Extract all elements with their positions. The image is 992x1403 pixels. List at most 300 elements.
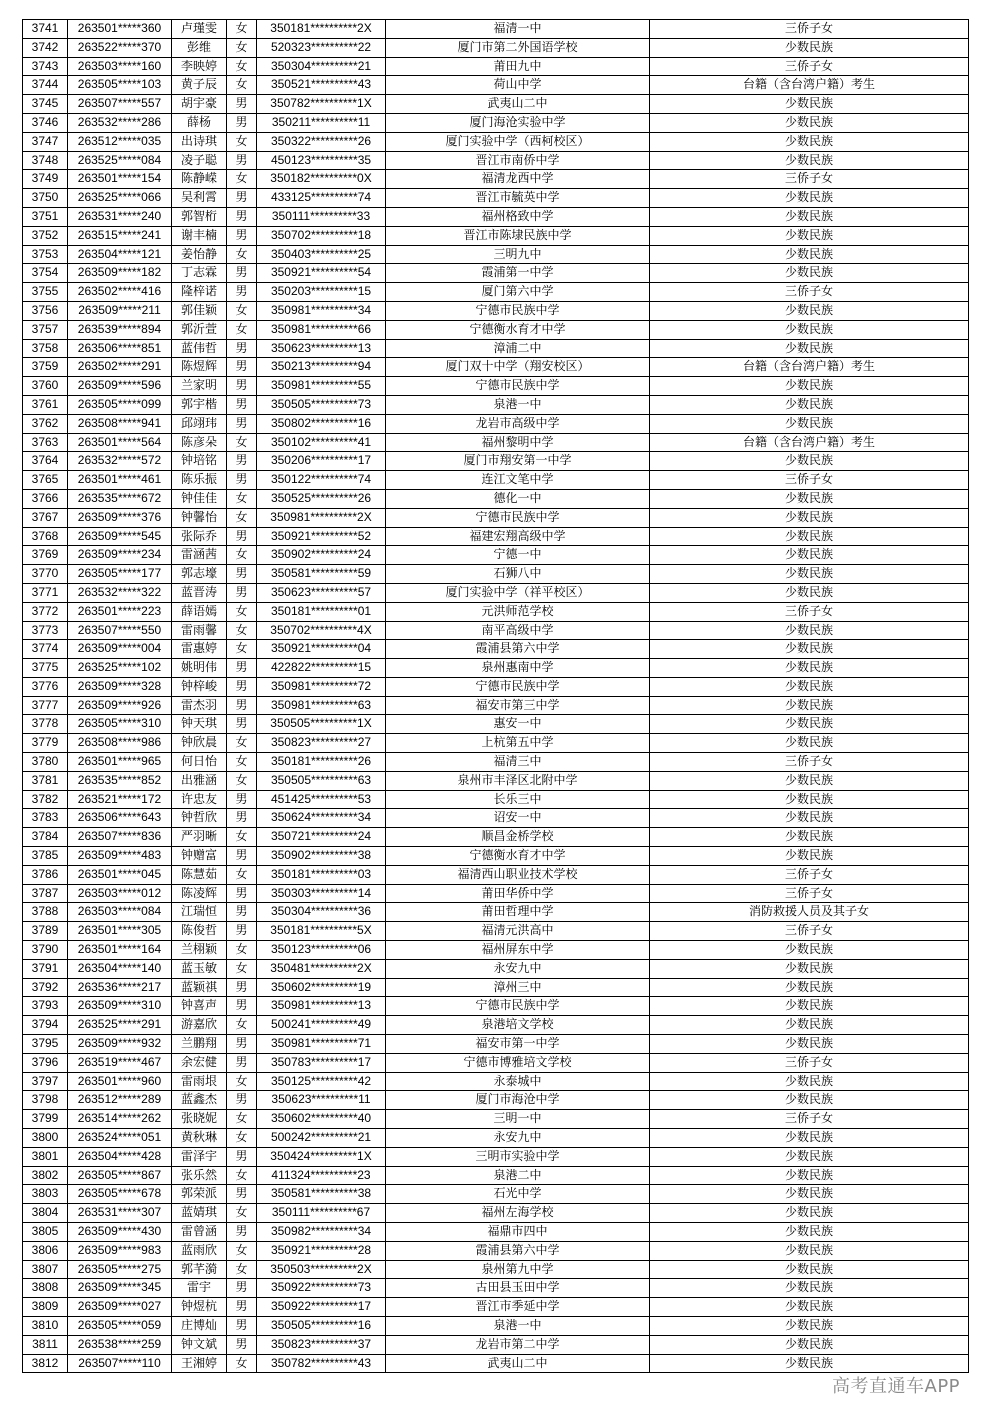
- category: 少数民族: [650, 696, 969, 715]
- student-name: 张乐然: [172, 1166, 227, 1185]
- id-number: 450123**********35: [257, 151, 386, 170]
- student-name: 余宏健: [172, 1053, 227, 1072]
- gender: 女: [227, 546, 257, 565]
- gender: 女: [227, 1166, 257, 1185]
- category: 少数民族: [650, 1279, 969, 1298]
- student-name: 钟佳佳: [172, 489, 227, 508]
- student-name: 钟梓峻: [172, 677, 227, 696]
- gender: 男: [227, 1335, 257, 1354]
- table-row: [23, 20, 969, 39]
- exam-number: 263536*****217: [68, 978, 172, 997]
- row-seq: 3790: [23, 941, 68, 960]
- table-row: [23, 1053, 969, 1072]
- id-number: 350623**********57: [257, 583, 386, 602]
- student-name: 凌子聪: [172, 151, 227, 170]
- row-seq: 3749: [23, 170, 68, 189]
- row-seq: 3806: [23, 1241, 68, 1260]
- exam-number: 263538*****259: [68, 1335, 172, 1354]
- gender: 男: [227, 395, 257, 414]
- table-row: [23, 358, 969, 377]
- category: 少数民族: [650, 38, 969, 57]
- gender: 男: [227, 527, 257, 546]
- category: 少数民族: [650, 1298, 969, 1317]
- exam-number: 263509*****932: [68, 1035, 172, 1054]
- table-row: [23, 546, 969, 565]
- school-name: 宁德市民族中学: [386, 508, 650, 527]
- student-name: 钟文斌: [172, 1335, 227, 1354]
- gender: 男: [227, 414, 257, 433]
- student-name: 姚明伟: [172, 659, 227, 678]
- student-name: 谢丰楠: [172, 226, 227, 245]
- row-seq: 3772: [23, 602, 68, 621]
- row-seq: 3753: [23, 245, 68, 264]
- school-name: 福鼎市四中: [386, 1223, 650, 1242]
- gender: 男: [227, 1091, 257, 1110]
- table-row: [23, 264, 969, 283]
- id-number: 350782**********43: [257, 1354, 386, 1373]
- school-name: 三明市实验中学: [386, 1147, 650, 1166]
- gender: 男: [227, 565, 257, 584]
- exam-number: 263519*****467: [68, 1053, 172, 1072]
- category: 少数民族: [650, 95, 969, 114]
- gender: 女: [227, 1110, 257, 1129]
- category: 少数民族: [650, 941, 969, 960]
- exam-number: 263501*****154: [68, 170, 172, 189]
- id-number: 350902**********24: [257, 546, 386, 565]
- id-number: 350623**********11: [257, 1091, 386, 1110]
- id-number: 350181**********03: [257, 865, 386, 884]
- category: 少数民族: [650, 828, 969, 847]
- row-seq: 3794: [23, 1016, 68, 1035]
- category: 少数民族: [650, 659, 969, 678]
- row-seq: 3776: [23, 677, 68, 696]
- exam-number: 263524*****051: [68, 1129, 172, 1148]
- student-name: 王湘婷: [172, 1354, 227, 1373]
- student-name: 邱翊玮: [172, 414, 227, 433]
- id-number: 500242**********21: [257, 1129, 386, 1148]
- exam-number: 263532*****322: [68, 583, 172, 602]
- table-row: [23, 602, 969, 621]
- row-seq: 3779: [23, 734, 68, 753]
- gender: 女: [227, 245, 257, 264]
- id-number: 350181**********26: [257, 753, 386, 772]
- row-seq: 3782: [23, 790, 68, 809]
- school-name: 宁德衡水育才中学: [386, 847, 650, 866]
- row-seq: 3781: [23, 771, 68, 790]
- gender: 女: [227, 433, 257, 452]
- row-seq: 3752: [23, 226, 68, 245]
- school-name: 厦门第六中学: [386, 283, 650, 302]
- category: 少数民族: [650, 395, 969, 414]
- student-name: 出雅涵: [172, 771, 227, 790]
- student-name: 张际乔: [172, 527, 227, 546]
- student-name: 吴利霄: [172, 189, 227, 208]
- id-number: 350181**********2X: [257, 20, 386, 39]
- student-name: 游嘉欣: [172, 1016, 227, 1035]
- id-number: 350122**********74: [257, 471, 386, 490]
- id-number: 350503**********2X: [257, 1260, 386, 1279]
- row-seq: 3789: [23, 922, 68, 941]
- school-name: 泉港一中: [386, 395, 650, 414]
- exam-number: 263502*****291: [68, 358, 172, 377]
- school-name: 福州格致中学: [386, 207, 650, 226]
- gender: 男: [227, 884, 257, 903]
- row-seq: 3766: [23, 489, 68, 508]
- school-name: 福州黎明中学: [386, 433, 650, 452]
- category: 少数民族: [650, 790, 969, 809]
- exam-number: 263525*****102: [68, 659, 172, 678]
- exam-number: 263531*****240: [68, 207, 172, 226]
- student-name: 何日怡: [172, 753, 227, 772]
- table-row: [23, 132, 969, 151]
- student-name: 郭芊漪: [172, 1260, 227, 1279]
- row-seq: 3785: [23, 847, 68, 866]
- category: 少数民族: [650, 320, 969, 339]
- student-name: 钟欣晨: [172, 734, 227, 753]
- gender: 男: [227, 583, 257, 602]
- gender: 女: [227, 1354, 257, 1373]
- row-seq: 3792: [23, 978, 68, 997]
- category: 少数民族: [650, 508, 969, 527]
- category: 少数民族: [650, 1147, 969, 1166]
- id-number: 350505**********1X: [257, 715, 386, 734]
- table-row: [23, 753, 969, 772]
- table-row: [23, 640, 969, 659]
- table-row: [23, 847, 969, 866]
- gender: 女: [227, 301, 257, 320]
- exam-number: 263531*****307: [68, 1204, 172, 1223]
- table-row: [23, 38, 969, 57]
- school-name: 厦门市翔安第一中学: [386, 452, 650, 471]
- row-seq: 3798: [23, 1091, 68, 1110]
- gender: 女: [227, 132, 257, 151]
- id-number: 350823**********37: [257, 1335, 386, 1354]
- table-row: [23, 320, 969, 339]
- id-number: 350981**********63: [257, 696, 386, 715]
- category: 少数民族: [650, 1185, 969, 1204]
- category: 少数民族: [650, 565, 969, 584]
- school-name: 福清元洪高中: [386, 922, 650, 941]
- id-number: 350181**********5X: [257, 922, 386, 941]
- gender: 男: [227, 283, 257, 302]
- table-row: [23, 884, 969, 903]
- school-name: 元洪师范学校: [386, 602, 650, 621]
- gender: 女: [227, 959, 257, 978]
- id-number: 350181**********01: [257, 602, 386, 621]
- gender: 男: [227, 997, 257, 1016]
- exam-number: 263509*****983: [68, 1241, 172, 1260]
- school-name: 上杭第五中学: [386, 734, 650, 753]
- row-seq: 3757: [23, 320, 68, 339]
- category: 少数民族: [650, 226, 969, 245]
- row-seq: 3778: [23, 715, 68, 734]
- row-seq: 3811: [23, 1335, 68, 1354]
- category: 少数民族: [650, 489, 969, 508]
- gender: 男: [227, 978, 257, 997]
- category: 三侨子女: [650, 20, 969, 39]
- table-row: [23, 1354, 969, 1373]
- exam-number: 263509*****182: [68, 264, 172, 283]
- gender: 女: [227, 1204, 257, 1223]
- category: 三侨子女: [650, 283, 969, 302]
- school-name: 莆田哲理中学: [386, 903, 650, 922]
- id-number: 350802**********16: [257, 414, 386, 433]
- category: 少数民族: [650, 978, 969, 997]
- table-row: [23, 734, 969, 753]
- exam-number: 263509*****545: [68, 527, 172, 546]
- exam-number: 263535*****852: [68, 771, 172, 790]
- id-number: 350213**********94: [257, 358, 386, 377]
- id-number: 350823**********27: [257, 734, 386, 753]
- table-row: [23, 151, 969, 170]
- table-row: [23, 113, 969, 132]
- row-seq: 3770: [23, 565, 68, 584]
- id-number: 350721**********24: [257, 828, 386, 847]
- school-name: 莆田九中: [386, 57, 650, 76]
- exam-number: 263501*****305: [68, 922, 172, 941]
- id-number: 350182**********0X: [257, 170, 386, 189]
- category: 少数民族: [650, 1091, 969, 1110]
- gender: 女: [227, 489, 257, 508]
- student-name: 钟馨怡: [172, 508, 227, 527]
- exam-number: 263508*****941: [68, 414, 172, 433]
- gender: 男: [227, 696, 257, 715]
- gender: 女: [227, 941, 257, 960]
- table-row: [23, 959, 969, 978]
- student-name: 雷杰羽: [172, 696, 227, 715]
- gender: 女: [227, 640, 257, 659]
- table-row: [23, 903, 969, 922]
- table-row: [23, 1204, 969, 1223]
- table-row: [23, 715, 969, 734]
- school-name: 永泰城中: [386, 1072, 650, 1091]
- table-row: [23, 865, 969, 884]
- school-name: 宁德市民族中学: [386, 677, 650, 696]
- table-row: [23, 1110, 969, 1129]
- student-name: 郭志壕: [172, 565, 227, 584]
- row-seq: 3761: [23, 395, 68, 414]
- row-seq: 3758: [23, 339, 68, 358]
- id-number: 350304**********36: [257, 903, 386, 922]
- student-name: 郭沂萱: [172, 320, 227, 339]
- category: 少数民族: [650, 301, 969, 320]
- row-seq: 3777: [23, 696, 68, 715]
- row-seq: 3796: [23, 1053, 68, 1072]
- id-number: 350602**********19: [257, 978, 386, 997]
- gender: 男: [227, 113, 257, 132]
- gender: 男: [227, 452, 257, 471]
- table-row: [23, 395, 969, 414]
- school-name: 宁德一中: [386, 546, 650, 565]
- id-number: 350111**********67: [257, 1204, 386, 1223]
- student-name: 雷曾涵: [172, 1223, 227, 1242]
- school-name: 福清一中: [386, 20, 650, 39]
- category: 消防救援人员及其子女: [650, 903, 969, 922]
- gender: 男: [227, 1279, 257, 1298]
- student-name: 雷惠婷: [172, 640, 227, 659]
- table-row: [23, 621, 969, 640]
- exam-number: 263505*****099: [68, 395, 172, 414]
- category: 少数民族: [650, 1354, 969, 1373]
- gender: 男: [227, 1223, 257, 1242]
- table-row: [23, 189, 969, 208]
- document-page: [22, 19, 968, 1397]
- school-name: 福安市第三中学: [386, 696, 650, 715]
- table-row: [23, 339, 969, 358]
- category: 少数民族: [650, 1129, 969, 1148]
- row-seq: 3786: [23, 865, 68, 884]
- gender: 男: [227, 264, 257, 283]
- category: 少数民族: [650, 621, 969, 640]
- row-seq: 3755: [23, 283, 68, 302]
- id-number: 433125**********74: [257, 189, 386, 208]
- gender: 男: [227, 151, 257, 170]
- school-name: 宁德衡水育才中学: [386, 320, 650, 339]
- exam-number: 263509*****027: [68, 1298, 172, 1317]
- category: 台籍（含台湾户籍）考生: [650, 76, 969, 95]
- row-seq: 3767: [23, 508, 68, 527]
- school-name: 厦门海沧实验中学: [386, 113, 650, 132]
- id-number: 350981**********66: [257, 320, 386, 339]
- exam-number: 263501*****564: [68, 433, 172, 452]
- category: 少数民族: [650, 339, 969, 358]
- table-row: [23, 283, 969, 302]
- row-seq: 3795: [23, 1035, 68, 1054]
- id-number: 350702**********4X: [257, 621, 386, 640]
- student-name: 蓝颖祺: [172, 978, 227, 997]
- gender: 男: [227, 1035, 257, 1054]
- student-name: 江瑞恒: [172, 903, 227, 922]
- row-seq: 3751: [23, 207, 68, 226]
- exam-number: 263509*****926: [68, 696, 172, 715]
- id-number: 350304**********21: [257, 57, 386, 76]
- table-row: [23, 659, 969, 678]
- exam-number: 263512*****289: [68, 1091, 172, 1110]
- gender: 男: [227, 1147, 257, 1166]
- category: 少数民族: [650, 715, 969, 734]
- table-row: [23, 1147, 969, 1166]
- school-name: 宁德市博雅培文学校: [386, 1053, 650, 1072]
- category: 三侨子女: [650, 602, 969, 621]
- school-name: 长乐三中: [386, 790, 650, 809]
- row-seq: 3807: [23, 1260, 68, 1279]
- school-name: 晋江市陈埭民族中学: [386, 226, 650, 245]
- id-number: 350481**********2X: [257, 959, 386, 978]
- category: 少数民族: [650, 264, 969, 283]
- gender: 男: [227, 189, 257, 208]
- exam-number: 263509*****328: [68, 677, 172, 696]
- gender: 女: [227, 508, 257, 527]
- table-row: [23, 583, 969, 602]
- table-row: [23, 527, 969, 546]
- exam-number: 263509*****310: [68, 997, 172, 1016]
- student-name: 钟培铭: [172, 452, 227, 471]
- gender: 男: [227, 1185, 257, 1204]
- gender: 女: [227, 1241, 257, 1260]
- category: 少数民族: [650, 1016, 969, 1035]
- gender: 男: [227, 659, 257, 678]
- student-name: 黄子辰: [172, 76, 227, 95]
- roster-table: [22, 19, 969, 1373]
- row-seq: 3809: [23, 1298, 68, 1317]
- table-row: [23, 245, 969, 264]
- category: 少数民族: [650, 1166, 969, 1185]
- student-name: 钟赠富: [172, 847, 227, 866]
- row-seq: 3760: [23, 377, 68, 396]
- gender: 男: [227, 809, 257, 828]
- school-name: 泉州第九中学: [386, 1260, 650, 1279]
- id-number: 350921**********28: [257, 1241, 386, 1260]
- row-seq: 3763: [23, 433, 68, 452]
- school-name: 宁德市民族中学: [386, 377, 650, 396]
- student-name: 胡宇豪: [172, 95, 227, 114]
- student-name: 钟哲欣: [172, 809, 227, 828]
- exam-number: 263503*****084: [68, 903, 172, 922]
- student-name: 蓝晋涛: [172, 583, 227, 602]
- exam-number: 263539*****894: [68, 320, 172, 339]
- category: 少数民族: [650, 771, 969, 790]
- id-number: 350125**********42: [257, 1072, 386, 1091]
- school-name: 德化一中: [386, 489, 650, 508]
- gender: 男: [227, 847, 257, 866]
- exam-number: 263535*****672: [68, 489, 172, 508]
- exam-number: 263532*****286: [68, 113, 172, 132]
- id-number: 350206**********17: [257, 452, 386, 471]
- school-name: 福清龙西中学: [386, 170, 650, 189]
- category: 三侨子女: [650, 170, 969, 189]
- id-number: 350581**********38: [257, 1185, 386, 1204]
- exam-number: 263507*****550: [68, 621, 172, 640]
- exam-number: 263525*****066: [68, 189, 172, 208]
- category: 少数民族: [650, 1316, 969, 1335]
- school-name: 泉州市丰泽区北附中学: [386, 771, 650, 790]
- student-name: 薛语嫣: [172, 602, 227, 621]
- student-name: 彭维: [172, 38, 227, 57]
- row-seq: 3773: [23, 621, 68, 640]
- exam-number: 263509*****596: [68, 377, 172, 396]
- gender: 男: [227, 715, 257, 734]
- school-name: 霞浦第一中学: [386, 264, 650, 283]
- id-number: 451425**********53: [257, 790, 386, 809]
- id-number: 350403**********25: [257, 245, 386, 264]
- row-seq: 3805: [23, 1223, 68, 1242]
- table-row: [23, 170, 969, 189]
- gender: 女: [227, 753, 257, 772]
- gender: 女: [227, 1072, 257, 1091]
- student-name: 许忠友: [172, 790, 227, 809]
- student-name: 陈俊哲: [172, 922, 227, 941]
- table-row: [23, 828, 969, 847]
- student-name: 兰鹏翔: [172, 1035, 227, 1054]
- table-row: [23, 433, 969, 452]
- table-row: [23, 301, 969, 320]
- exam-number: 263514*****262: [68, 1110, 172, 1129]
- student-name: 雷雨馨: [172, 621, 227, 640]
- table-row: [23, 696, 969, 715]
- id-number: 350505**********16: [257, 1316, 386, 1335]
- exam-number: 263509*****430: [68, 1223, 172, 1242]
- table-row: [23, 207, 969, 226]
- gender: 女: [227, 1016, 257, 1035]
- category: 少数民族: [650, 1335, 969, 1354]
- row-seq: 3765: [23, 471, 68, 490]
- school-name: 厦门双十中学（翔安校区）: [386, 358, 650, 377]
- category: 少数民族: [650, 583, 969, 602]
- school-name: 宁德市民族中学: [386, 997, 650, 1016]
- exam-number: 263504*****140: [68, 959, 172, 978]
- exam-number: 263509*****345: [68, 1279, 172, 1298]
- gender: 女: [227, 76, 257, 95]
